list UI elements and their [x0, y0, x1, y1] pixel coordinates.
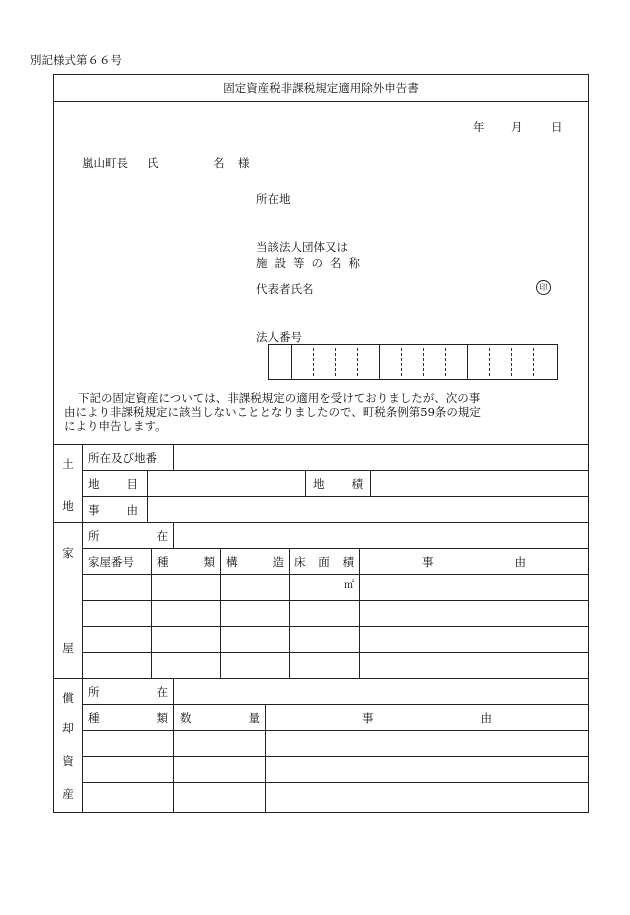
land-area-label — [313, 471, 363, 497]
asset-row-3[interactable] — [83, 783, 589, 809]
form-title: 固定資産税非課税規定適用除外申告書 — [223, 81, 419, 95]
asset-side-label-3: 資 — [62, 754, 74, 768]
land-side-label-1: 土 — [62, 457, 74, 471]
date-year: 年 — [473, 120, 485, 134]
org-name-label-2-char: 等 — [293, 256, 305, 270]
house-col-floor-area-char: 面 — [318, 555, 330, 569]
land-reason-field[interactable] — [148, 497, 588, 523]
asset-col-quantity — [180, 705, 260, 731]
house-side-label-2: 屋 — [62, 641, 74, 655]
asset-col-reason-char: 事 — [362, 711, 374, 725]
house-col-kind — [157, 549, 215, 575]
land-reason-label — [88, 497, 138, 523]
asset-side-label-4: 産 — [62, 787, 74, 801]
house-col-kind-char: 種 — [157, 555, 169, 569]
land-area-field[interactable] — [371, 471, 588, 497]
land-area-label-char: 積 — [351, 477, 363, 491]
land-area-label-char: 地 — [313, 477, 325, 491]
house-col-floor-area — [294, 549, 354, 575]
addressee-org: 嵐山町長 — [82, 156, 128, 170]
statement-line-1: 下記の固定資産については、非課税規定の適用を受けておりましたが、次の事 — [78, 391, 481, 405]
asset-col-reason — [362, 705, 492, 731]
org-name-label-2-char: 名 — [330, 256, 342, 270]
addressee-honorific-2: 名 — [213, 156, 225, 170]
org-name-label-2-char: の — [311, 256, 323, 270]
land-location-field[interactable] — [174, 445, 588, 471]
house-row-4[interactable] — [83, 653, 589, 679]
org-name-label-2 — [256, 255, 360, 271]
corporate-number-boxes[interactable] — [268, 344, 558, 380]
house-col-reason-char: 由 — [514, 555, 526, 569]
house-location-label-char: 所 — [88, 529, 100, 543]
house-col-structure-char: 構 — [226, 555, 238, 569]
asset-side-label-1: 償 — [62, 691, 74, 705]
house-row-2[interactable] — [83, 601, 589, 627]
statement-line-2: 由により非課税規定に該当しないこととなりましたので、町税条例第59条の規定 — [64, 405, 481, 419]
house-side-label-1: 家 — [62, 546, 74, 560]
org-name-label-2-char: 称 — [348, 256, 360, 270]
land-location-label: 所在及び地番 — [88, 451, 157, 465]
asset-location-label-char: 在 — [156, 685, 168, 699]
house-col-structure-char: 造 — [272, 555, 284, 569]
house-col-kind-char: 類 — [203, 555, 215, 569]
land-category-label-char: 目 — [126, 477, 138, 491]
statement-line-3: により申告します。 — [64, 419, 167, 433]
representative-label: 代表者氏名 — [256, 282, 314, 296]
asset-row-1[interactable] — [83, 731, 589, 757]
asset-col-kind-char: 種 — [88, 711, 100, 725]
date-day: 日 — [551, 120, 563, 134]
asset-row-2[interactable] — [83, 757, 589, 783]
house-location-label — [88, 523, 168, 549]
floor-area-unit: ㎡ — [344, 580, 354, 591]
addressee-honorific-1: 氏 — [147, 156, 159, 170]
asset-col-kind-char: 類 — [156, 711, 168, 725]
land-side-label-2: 地 — [62, 499, 74, 513]
org-name-label-2-char: 設 — [274, 256, 286, 270]
land-reason-label-char: 由 — [126, 503, 138, 517]
asset-col-reason-char: 由 — [480, 711, 492, 725]
address-label: 所在地 — [256, 192, 291, 206]
house-row-1[interactable] — [83, 575, 589, 601]
form-number: 別記様式第６６号 — [30, 53, 122, 67]
land-category-label — [88, 471, 138, 497]
house-col-number: 家屋番号 — [88, 555, 134, 569]
asset-location-field[interactable] — [174, 679, 588, 705]
asset-side-label-2: 却 — [62, 721, 74, 735]
seal-mark: 印 — [536, 280, 551, 295]
title-divider — [53, 101, 589, 102]
land-reason-label-char: 事 — [88, 503, 100, 517]
house-col-floor-area-char: 床 — [294, 555, 306, 569]
asset-col-quantity-char: 数 — [180, 711, 192, 725]
corporate-number-label: 法人番号 — [256, 330, 302, 344]
house-col-structure — [226, 549, 284, 575]
house-location-label-char: 在 — [156, 529, 168, 543]
house-col-reason-char: 事 — [422, 555, 434, 569]
org-name-label-1: 当該法人団体又は — [256, 240, 348, 254]
asset-col-kind — [88, 705, 168, 731]
house-col-floor-area-char: 積 — [342, 555, 354, 569]
land-category-field[interactable] — [148, 471, 304, 497]
asset-location-label-char: 所 — [88, 685, 100, 699]
addressee-honorific-3: 様 — [238, 156, 250, 170]
asset-col-quantity-char: 量 — [248, 711, 260, 725]
house-row-3[interactable] — [83, 627, 589, 653]
house-col-reason — [422, 549, 526, 575]
asset-location-label — [88, 679, 168, 705]
house-location-field[interactable] — [174, 523, 588, 549]
land-category-label-char: 地 — [88, 477, 100, 491]
org-name-label-2-char: 施 — [256, 256, 268, 270]
date-month: 月 — [511, 120, 523, 134]
